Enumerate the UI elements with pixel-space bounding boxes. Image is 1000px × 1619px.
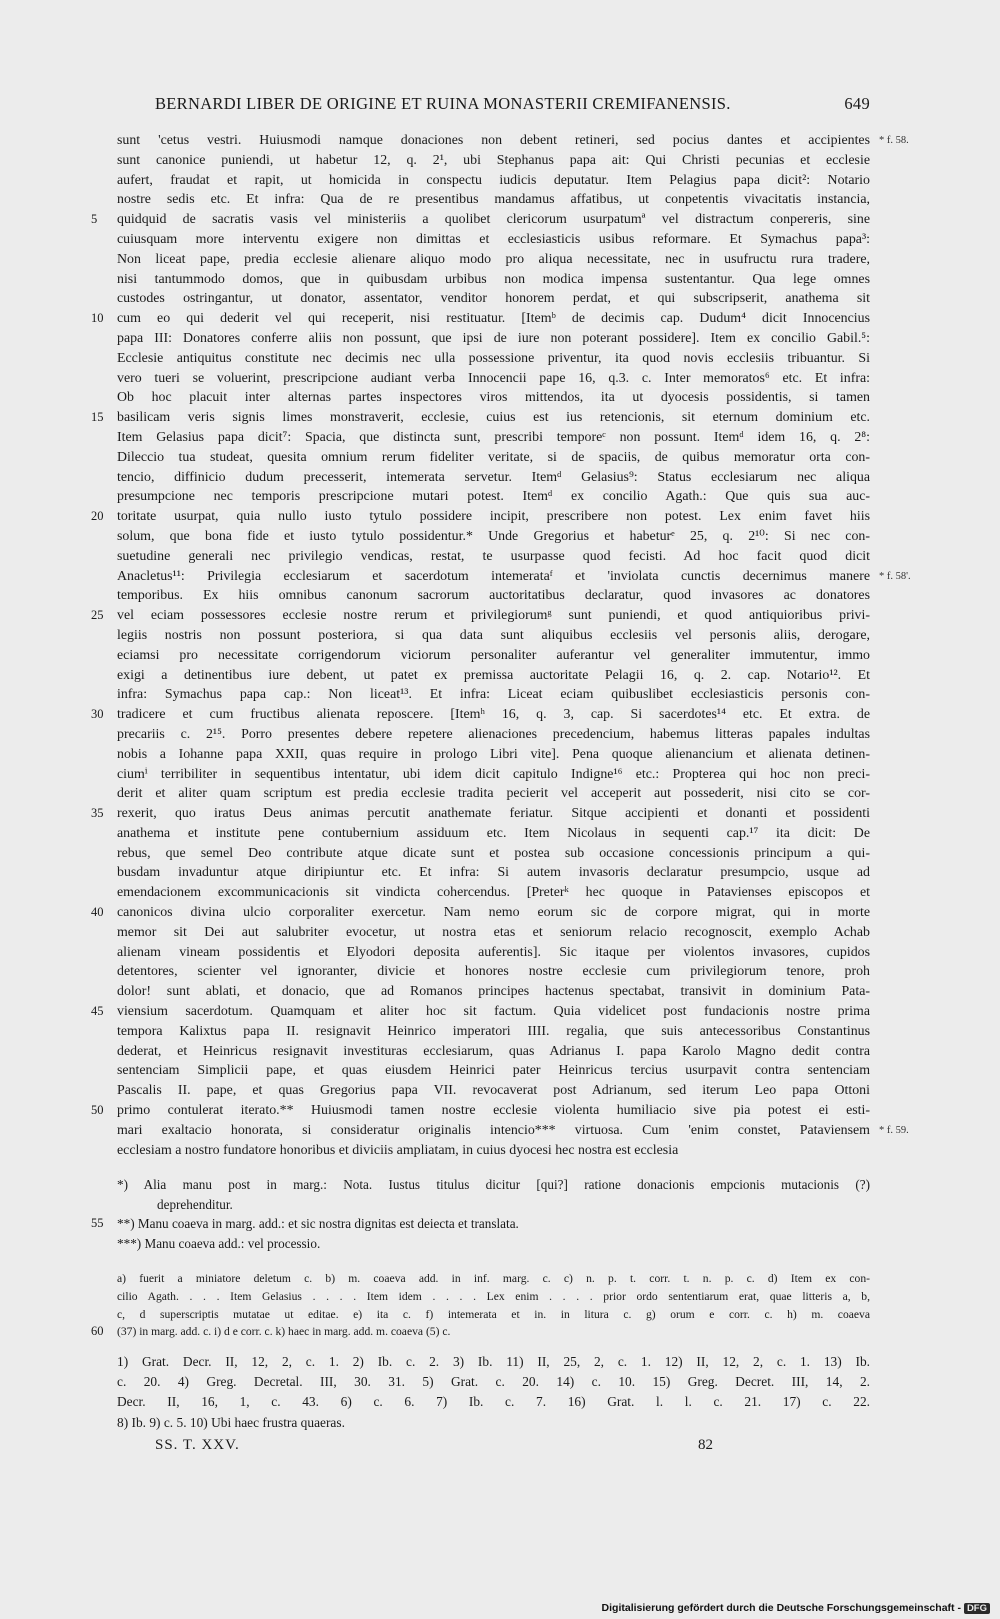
line-text: detentores, scienter vel ignoranter, divicie et honores nostre ecclesie cum privilegiorum tenore, proh: [117, 964, 870, 980]
text-line: [117, 131, 909, 151]
folio-marginal-note: * f. 58'.: [879, 570, 911, 582]
text-line: [117, 745, 870, 765]
line-text: canonicos divina ulcio corporaliter exercetur. Nam nemo eorum sic de corpore migrat, qui in morte: [117, 905, 870, 921]
line-number: 40: [91, 905, 104, 920]
text-line: [117, 1175, 870, 1195]
dfg-logo: DFG: [964, 1603, 990, 1614]
line-text: quidquid de sacratis vasis vel ministeriis a quolibet clericorum usurpatumª vel distractum conpereris, sine: [117, 212, 870, 228]
text-line: [91, 804, 870, 824]
line-number: 10: [91, 311, 104, 326]
text-line: [91, 1323, 870, 1341]
text-line: [117, 646, 870, 666]
line-text: sunt 'cetus vestri. Huiusmodi namque donaciones non debent retineri, sed pocius dantes et accipientes: [117, 133, 870, 148]
line-text: Item Gelasius papa dicit⁷: Spacia, que distincta sunt, prescribi temporeᶜ non possunt. Itemᵈ idem 16, q. 2⁸:: [117, 429, 870, 445]
line-text: vero tueri se voluerint, prescripcione audiant verba Innocencii pape 16, q.3. c. Inter memoratos⁶ etc. Et infra:: [117, 370, 870, 386]
text-line: [117, 1141, 870, 1161]
line-text: aufert, fraudat et rapit, ut homicida in conspectu iudicis deputatur. Item Pelagius papa dicit²: Notario: [117, 172, 870, 188]
line-text: 1) Grat. Decr. II, 12, 2, c. 1. 2) Ib. c. 2. 3) Ib. 11) II, 25, 2, c. 1. 12) II, 12, 2, c. 1. 13) Ib.: [117, 1354, 870, 1369]
line-number: 25: [91, 608, 104, 623]
text-line: [91, 705, 870, 725]
line-text: cilio Agath. . . . Item Gelasius . . . . Item idem . . . . Lex enim . . . . prior ordo sententiarum erat, quae litteris a, b,: [117, 1289, 870, 1303]
text-line: [117, 448, 870, 468]
line-text: busdam invaduntur atque diripiuntur etc. Et infra: Si autem invasoris declaratur presumpcio, usque ad: [117, 865, 870, 881]
text-line: [117, 468, 870, 488]
text-line: [117, 784, 870, 804]
line-text: deprehenditur.: [157, 1196, 233, 1212]
digitization-credit: [602, 1602, 990, 1614]
text-line: [117, 666, 870, 686]
text-line: [117, 685, 870, 705]
line-text: emendacionem excommunicacionis sit vindicta cohercendus. [Preterᵏ hec quoque in Patavienses episcopos et: [117, 885, 870, 901]
text-line: [117, 1306, 870, 1324]
main-text: [91, 131, 911, 1160]
text-line: [117, 250, 870, 270]
line-text: nobis a Iohanne papa XXII, quas require in prologo Libri vite]. Pena quoque alienancium et alienata detinen-: [117, 746, 870, 762]
line-text: viensium sacerdotum. Quamquam et aliter hoc sit factum. Quia videlicet post fundacionis nostre prima: [117, 1004, 870, 1020]
line-text: Ecclesie antiquitus constitute nec decimis nec ulla possessione priventur, ita quod novis ecclesiis tribuantur. Si: [117, 350, 870, 366]
line-text: Anacletus¹¹: Privilegia ecclesiarum et sacerdotum intemerataᶠ et 'inviolata cunctis decernimus manere: [117, 568, 870, 584]
text-line: [91, 606, 870, 626]
text-line: [117, 171, 870, 191]
text-line: [91, 1214, 870, 1234]
line-text: dederat, et Heinricus resignavit investituras ecclesiarum, quas Adrianus I. papa Karolo Magno dedit contra: [117, 1043, 870, 1059]
text-line: [117, 1352, 870, 1372]
line-number: 5: [91, 212, 98, 227]
text-line: [117, 1288, 870, 1306]
line-number: 45: [91, 1004, 104, 1019]
line-number: 15: [91, 410, 104, 425]
text-line: [117, 1121, 909, 1141]
line-text: custodes ostringantur, ut donator, assentator, venditor honorem perdat, et qui subscripserit, anathema sit: [117, 291, 870, 307]
text-line: [117, 765, 870, 785]
text-line: [117, 151, 870, 171]
line-text: a) fuerit a miniatore deletum c. b) m. coaeva add. in inf. marg. c. c) n. p. t. corr. t. n. p. c. d) Item ex con-: [117, 1272, 870, 1285]
line-text: c. 20. 4) Greg. Decretal. III, 30. 31. 5) Grat. c. 20. 14) c. 10. 15) Greg. Decret. III, 14, 2.: [117, 1374, 870, 1390]
line-number: 20: [91, 509, 104, 524]
text-line: [91, 210, 870, 230]
line-text: Decr. II, 16, 1, c. 43. 6) c. 6. 7) Ib. c. 7. 16) Grat. l. l. c. 21. 17) c. 22.: [117, 1394, 870, 1410]
line-text: primo contulerat iterato.** Huiusmodi tamen nostre ecclesie violenta humiliacio sive pia potest ei esti-: [117, 1103, 870, 1119]
running-title: BERNARDI LIBER DE ORIGINE ET RUINA MONASTERII CREMIFANENSIS.: [155, 94, 731, 113]
text-line: [117, 289, 870, 309]
text-line: [117, 329, 870, 349]
line-text: Pascalis II. pape, et quas Gregorius papa VII. revocaverat post Adrianum, sed iterum Leo papa Ottoni: [117, 1083, 870, 1099]
text-line: [117, 547, 870, 567]
line-text: c, d superscriptis mutatae ut editae. e) ita c. f) intemerata et in. in litura c. g) orum e corr. c. h) m. coaeva: [117, 1307, 870, 1321]
line-text: cum eo qui dederit vel qui receperit, nisi restituatur. [Itemᵇ de decimis cap. Dudum⁴ dicit Innocencius: [117, 311, 870, 327]
line-text: vel eciam possessores ecclesie nostre rerum et privilegiorumᵍ sunt puniendi, et quod antiquioribus privi-: [117, 608, 870, 624]
line-text: 8) Ib. 9) c. 5. 10) Ubi haec frustra quaeras.: [117, 1414, 345, 1430]
text-line: [117, 586, 870, 606]
line-number: 30: [91, 707, 104, 722]
text-line: [117, 567, 911, 587]
text-line: [117, 388, 870, 408]
text-line: [117, 1413, 870, 1433]
text-line: [117, 844, 870, 864]
line-text: **) Manu coaeva in marg. add.: et sic nostra dignitas est deiecta et translata.: [117, 1216, 519, 1231]
text-line: [117, 982, 870, 1002]
critical-apparatus: [91, 1270, 870, 1341]
folio-marginal-note: * f. 59.: [879, 1124, 909, 1136]
text-line: [91, 309, 870, 329]
line-text: suetudine generali nec privilegio vendicas, restat, te usurpasse quod fecisti. Ad hoc facit quod dicit: [117, 548, 870, 564]
text-line: [117, 1195, 870, 1215]
line-text: tradicere et cum fructibus alienata reposcere. [Itemʰ 16, q. 3, cap. Si sacerdotes¹⁴ etc. Et extra. de: [117, 707, 870, 723]
text-line: [117, 883, 870, 903]
line-text: nisi tantummodo domos, que in quibusdam urbibus non modica impensa sustentantur. Qua lege omnes: [117, 271, 870, 287]
line-text: temporibus. Ex hiis omnibus canonum sacrorum auctoritatibus declaratur, quod invasores ac donatores: [117, 588, 870, 604]
line-text: (37) in marg. add. c. i) d e corr. c. k) haec in marg. add. m. coaeva (5) c.: [117, 1325, 451, 1339]
folio-marginal-note: * f. 58.: [879, 135, 909, 146]
line-text: ecclesiam a nostro fundatore honoribus et diviciis ampliatam, in cuius dyocesi hec nostra est ecclesia: [117, 1142, 679, 1158]
running-header: [155, 94, 870, 114]
text-line: [91, 903, 870, 923]
line-text: ***) Manu coaeva add.: vel processio.: [117, 1235, 321, 1251]
line-number: 55: [91, 1216, 104, 1230]
text-line: [91, 507, 870, 527]
line-text: eciamsi pro necessitate corrigendorum viciorum personaliter auferantur vel generaliter immutentur, immo: [117, 647, 870, 663]
text-line: [117, 270, 870, 290]
line-text: Dileccio tua studeat, quesita omnium rerum fideliter veritate, si de spaciis, de quibus memoratur orta con-: [117, 449, 870, 465]
line-text: alienam vineam possidentis et Elyodori deposita auferentis]. Sic itaque per violentos invasores, cupidos: [117, 944, 870, 960]
text-line: [117, 863, 870, 883]
line-text: sentenciam Simplicii pape, et quas eiusdem Heinrici pater Heinricus tercius usurpavit contra sentenciam: [117, 1063, 870, 1079]
text-line: [117, 943, 870, 963]
line-text: exigi a detinentibus iure debent, ut patet ex premissa auctoritate Pelagii 16, q. 2. cap. Notario¹². Et: [117, 667, 870, 683]
line-text: infra: Symachus papa cap.: Non liceat¹³. Et infra: Liceat eciam quibuslibet ecclesiasticis personis con-: [117, 687, 870, 703]
text-line: [117, 725, 870, 745]
line-text: precariis c. 2¹⁵. Porro presentes debere repetere alienaciones precedencium, habemus litteras papales indultas: [117, 726, 870, 742]
digitization-text: Digitalisierung gefördert durch die Deutsche Forschungsgemeinschaft -: [601, 1602, 961, 1614]
line-text: memor sit Dei aut salubriter evocetur, ut nostra etas et seniorum relacio recognoscit, exemplo Achab: [117, 924, 870, 940]
line-text: papa III: Donatores conferre aliis non possunt, que ipsi de iure non poterant possidere]. Item ex concilio Gabil.⁵:: [117, 330, 870, 346]
text-line: [117, 1372, 870, 1392]
line-text: basilicam veris signis limes monstraverit, ecclesie, cuius est ius retencionis, sit eternum dominium etc.: [117, 410, 870, 426]
text-line: [117, 824, 870, 844]
text-line: [117, 1270, 870, 1288]
sheet-number: 82: [698, 1437, 713, 1453]
line-text: dolor! sunt ablati, et donacio, que ad Romanos principes hactenus spectabat, transivit in dominium Pata-: [117, 984, 870, 1000]
text-line: [117, 349, 870, 369]
text-line: [117, 1081, 870, 1101]
text-line: [117, 1234, 870, 1254]
text-line: [117, 626, 870, 646]
line-text: ciumⁱ terribiliter in sequentibus intentatur, ubi idem dicit capitulo Indigne¹⁶ etc.: Propterea qui hoc non preci-: [117, 766, 870, 782]
text-line: [117, 230, 870, 250]
line-text: legiis nostris non possunt posteriora, si qua data sunt aliquibus ecclesiis vel personis aliis, derogare,: [117, 627, 870, 643]
line-text: anathema et institute pene contubernium assiduum etc. Item Nicolaus in sequenti cap.¹⁷ ita dicit: De: [117, 825, 870, 841]
line-text: mari exaltacio honorata, si consideratur originalis intencio*** virtuosa. Cum 'enim constet, Pataviensem: [117, 1122, 870, 1138]
source-footnotes: [117, 1352, 870, 1433]
text-line: [91, 1101, 870, 1121]
line-number: 50: [91, 1103, 104, 1118]
text-line: [117, 369, 870, 389]
text-line: [117, 487, 870, 507]
text-line: [117, 1022, 870, 1042]
line-text: tencio, diffinicio dudum precesserit, intemerata servetur. Itemᵈ Gelasius⁹: Status ecclesiarum nec aliqua: [117, 469, 870, 485]
line-text: toritate usurpat, quia nullo iusto tytulo possidere incipit, prescribere non potest. Lex enim favet hiis: [117, 509, 870, 525]
line-text: cuiusquam more interventu exigere non dimittas et ecclesiasticis usibus reformare. Et Symachus papa³:: [117, 231, 870, 247]
line-text: derit et aliter quam scriptum est predia ecclesie tradita pecierit vel acceperit aut possederit, nisi cito se cor-: [117, 786, 870, 802]
page-number: 649: [844, 94, 870, 113]
text-line: [117, 962, 870, 982]
line-number: 35: [91, 806, 104, 821]
line-text: tempora Kalixtus papa II. resignavit Heinrico imperatori IIII. regalia, que suis antecessoribus Constantinus: [117, 1023, 870, 1039]
line-text: rexerit, quo iratus Deus animas percutit anathemate feriatur. Sitque accipienti et donanti et possidenti: [117, 806, 870, 822]
text-line: [117, 428, 870, 448]
text-line: [91, 1002, 870, 1022]
text-line: [117, 1042, 870, 1062]
line-number: 60: [91, 1324, 104, 1339]
star-footnotes: [91, 1175, 870, 1253]
text-line: [117, 1061, 870, 1081]
line-text: solum, que bona fide et iusto tytulo possidentur.* Unde Gregorius et habeturᵉ 25, q. 2¹⁰: Si nec con-: [117, 528, 870, 544]
text-line: [91, 408, 870, 428]
line-text: rebus, que semel Deo contribute atque dicate sunt et postea sub occasione concessionis principum a qui-: [117, 845, 870, 861]
volume-signature: SS. T. XXV.: [155, 1437, 240, 1453]
text-line: [117, 923, 870, 943]
line-text: nostre sedis etc. Et infra: Qua de re presentibus mandamus affatibus, ut conpetentis vivacitatis instancia,: [117, 192, 870, 208]
line-text: Non liceat pape, predia ecclesie alienare aliquo modo pro aliqua necessitate, nec in usufructu rura tradere,: [117, 251, 870, 267]
text-line: [117, 1392, 870, 1412]
line-text: Ob hoc placuit inter alternas partes inspectores viros mittendos, ita ut dyocesis possidentis, si tamen: [117, 390, 870, 406]
line-text: *) Alia manu post in marg.: Nota. Iustus titulus dicitur [qui?] ratione donacionis empcionis mutacionis (?): [117, 1177, 870, 1192]
text-line: [117, 190, 870, 210]
text-line: [117, 527, 870, 547]
line-text: presumpcione nec temporis prescripcione mutari potest. Itemᵈ ex concilio Agath.: Que quis sua auc-: [117, 489, 870, 505]
line-text: sunt canonice puniendi, ut habetur 12, q. 2¹, ubi Stephanus papa ait: Qui Christi pecunias et ecclesie: [117, 152, 870, 168]
